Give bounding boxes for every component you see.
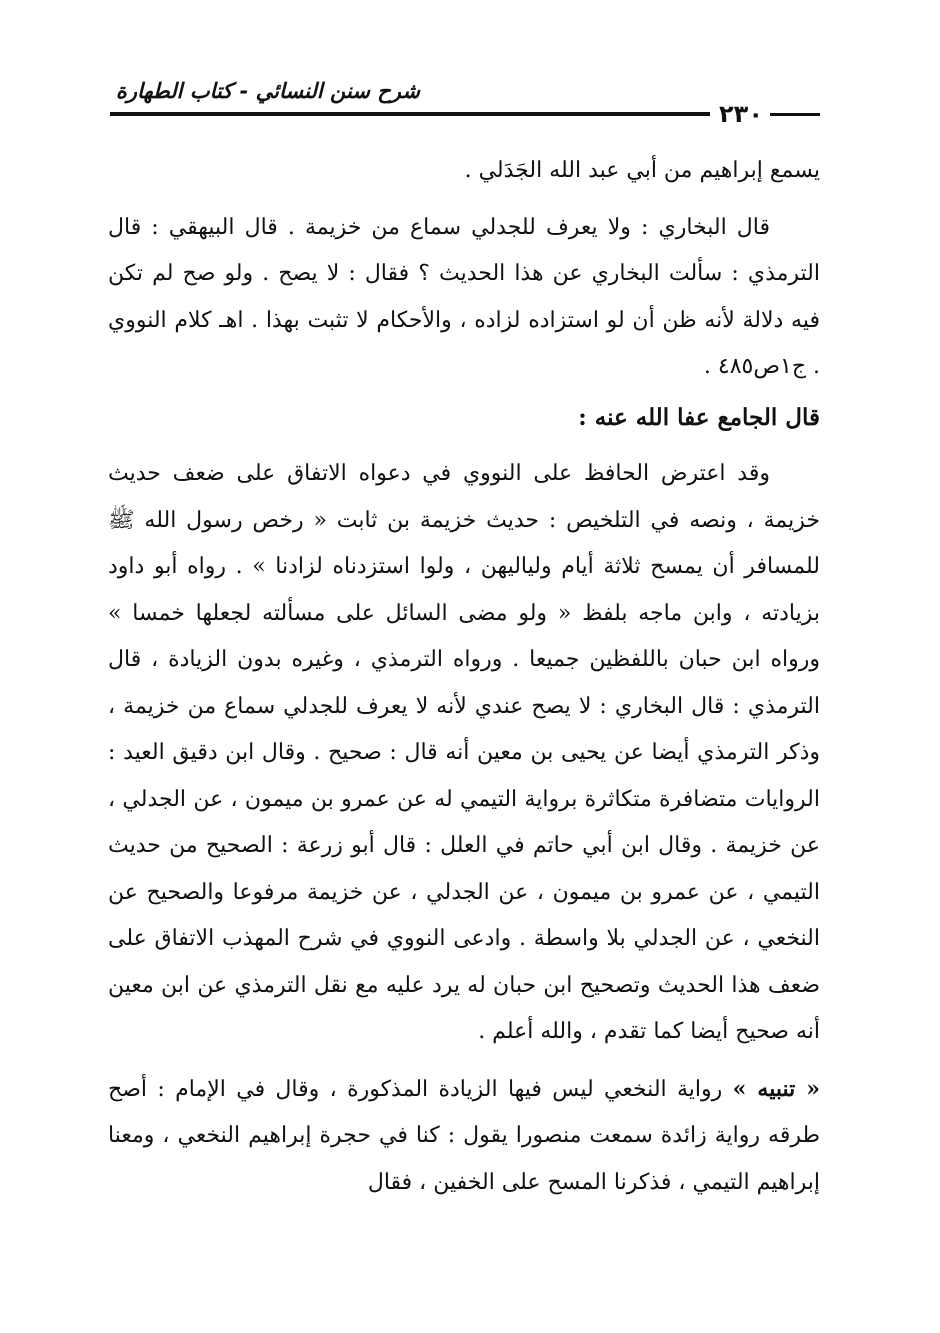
paragraph-2: قال البخاري : ولا يعرف للجدلي سماع من خزيمة . قال البيهقي : قال الترمذي : سألت البخاري عن هذا الحديث ؟ فقال : لا يصح . ولو صح لم تكن فيه دلالة لأنه ظن أن لو استزاده لزاده ، والأحكام لا تثبت بهذا . اهـ كلام النووي . ج١ص٤٨٥ . <box>108 214 820 379</box>
paragraph-4-text: رواية النخعي ليس فيها الزيادة المذكورة ، وقال في الإمام : أصح طرقه رواية زائدة سمعت منصورا يقول : كنا في حجرة إبراهيم النخعي ، ومعنا إبراهيم التيمي ، فذكرنا المسح على الخفين ، فقال <box>108 1076 820 1195</box>
paragraph-1: يسمع إبراهيم من أبي عبد الله الجَدَلي . <box>464 158 820 183</box>
running-header-title: شرح سنن النسائي - كتاب الطهارة <box>115 79 420 103</box>
header-rule <box>110 112 710 116</box>
tanbih-label: « تنبيه » <box>732 1075 821 1102</box>
paragraph-3: وقد اعترض الحافظ على النووي في دعواه الاتفاق على ضعف حديث خزيمة ، ونصه في التلخيص : حديث خزيمة بن ثابت « رخص رسول الله ﷺ للمسافر أن يمسح ثلاثة أيام ولياليهن ، ولوا استزدناه لزادنا » . رواه أبو داود بزيادته ، وابن ماجه بلفظ « ولو مضى السائل على مسألته لجعلها خمسا » ورواه ابن حبان باللفظين جميعا . ورواه الترمذي ، وغيره بدون الزيادة ، قال الترمذي : قال البخاري : لا يصح عندي لأنه لا يعرف للجدلي سماع من خزيمة ، وذكر الترمذي أيضا عن يحيى بن معين أنه قال : صحيح . وقال ابن دقيق العيد : الروايات متضافرة متكاثرة برواية التيمي له عن عمرو بن ميمون ، عن الجدلي ، عن خزيمة . وقال ابن أبي حاتم في العلل : قال أبو زرعة : الصحيح من حديث التيمي ، عن عمرو بن ميمون ، عن الجدلي ، عن خزيمة مرفوعا والصحيح عن النخعي ، عن الجدلي بلا واسطة . وادعى النووي في شرح المهذب الاتفاق على ضعف هذا الحديث وتصحيح ابن حبان له يرد عليه مع نقل الترمذي عن ابن معين أنه صحيح أيضا كما تقدم ، والله أعلم . <box>108 461 820 1044</box>
paragraph-4 <box>108 1066 820 1207</box>
page-number: ٢٣٠ <box>719 100 763 128</box>
section-heading: قال الجامع عفا الله عنه : <box>578 403 820 431</box>
page-number-dash <box>770 113 820 116</box>
body-text <box>108 148 820 1206</box>
